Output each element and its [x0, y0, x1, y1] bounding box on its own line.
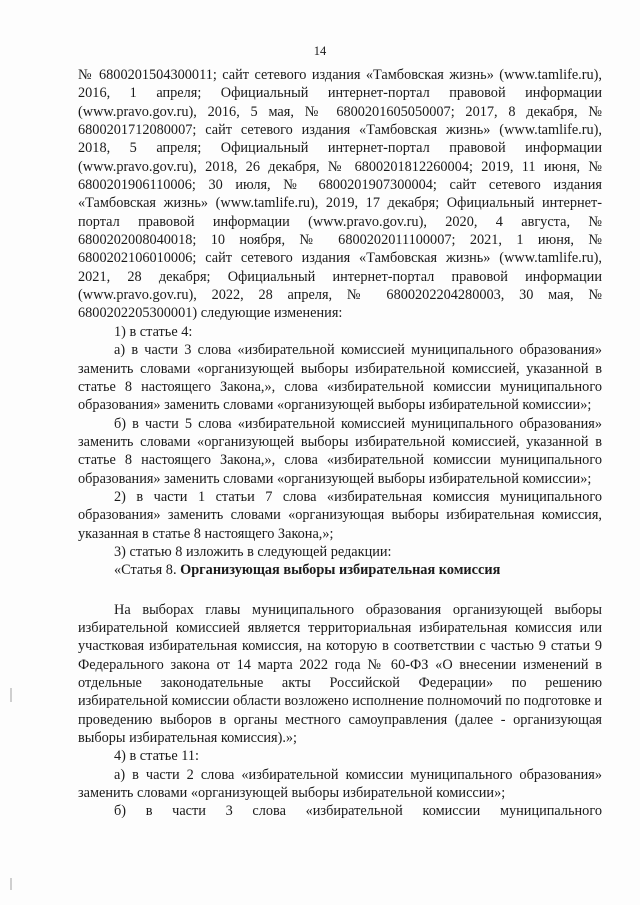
intro-paragraph: № 6800201504300011; сайт сетевого издания «Тамбовская жизнь» (www.tamlife.ru), 2016, 1 апреля; Официальный интернет-портал правовой информации (www.pravo.gov.ru), 2016, 5 мая, № 6800201605050007; 2017, 8 декабря, № 6800201712080007; сайт сетевого издания «Тамбовская жизнь» (www.tamlife.ru), 2018, 5 апреля; Официальный интернет-портал правовой информации (www.pravo.gov.ru), 2018, 26 декабря, № 6800201812260004; 2019, 11 июня, № 6800201906110006; 30 июля, № 6800201907300004; сайт сетевого издания «Тамбовская жизнь» (www.tamlife.ru), 2019, 17 декабря; Официальный интернет-портал правовой информации (www.pravo.gov.ru), 2020, 4 августа, № 6800202008040018; 10 ноября, № 6800202011100007; 2021, 1 июня, № 6800202106010006; сайт сетевого издания «Тамбовская жизнь» (www.tamlife.ru), 2021, 28 декабря; Официальный интернет-портал правовой информации (www.pravo.gov.ru), 2022, 28 апреля, № 6800202204280003, 30 мая, № 6800202205300001) следующие изменения: [78, 67, 602, 322]
document-body [78, 66, 602, 821]
amendment-item-4b: б) в части 3 слова «избирательной комиссии муниципального [114, 803, 602, 820]
margin-scan-mark [10, 878, 12, 890]
amendment-item-2: 2) в части 1 статьи 7 слова «избирательная комиссия муниципального образования» заменить словами «организующая выборы избирательная комиссия, указанная в статье 8 настоящего Закона,»; [78, 488, 602, 542]
article-8-heading [78, 561, 602, 579]
amendment-item-4a: а) в части 2 слова «избирательной комиссии муниципального образования» заменить словами «организующей выборы избирательной комиссии»; [78, 766, 602, 802]
amendment-item-1a: а) в части 3 слова «избирательной комиссией муниципального образования» заменить словами «организующей выборы избирательной комиссией, указанной в статье 8 настоящего Закона,», слова «избирательной комиссии муниципального образования» заменить словами «организующей выборы избирательной комиссии»; [78, 342, 602, 414]
article-8-text: На выборах главы муниципального образования организующей выборы избирательной комиссией является территориальная избирательная комиссия или участковая избирательная комиссия, на которую в соответствии с частью 9 статьи 9 Федерального закона от 14 марта 2022 года № 60-ФЗ «О внесении изменений в отдельные законодательные акты Российской Федерации» по решению избирательной комиссии области возложено исполнение полномочий по подготовке и проведению выборов в органы местного самоуправления (далее - организующая выборы избирательная комиссия).»; [78, 601, 602, 747]
article-8-title: Организующая выборы избирательная комиссия [180, 562, 501, 579]
spacer [78, 580, 602, 601]
amendment-item-1b: б) в части 5 слова «избирательной комиссией муниципального образования» заменить словами «организующей выборы избирательной комиссией, указанной в статье 8 настоящего Закона,», слова «избирательной комиссии муниципального образования» заменить словами «организующей выборы избирательной комиссии»; [78, 415, 602, 487]
amendment-item-1: 1) в статье 4: [114, 323, 193, 340]
margin-scan-mark [10, 688, 12, 702]
amendment-item-4: 4) в статье 11: [114, 748, 199, 765]
article-8-prefix: «Статья 8. [114, 562, 181, 579]
amendment-item-3: 3) статью 8 изложить в следующей редакции: [114, 543, 392, 560]
page-number: 14 [313, 44, 327, 58]
